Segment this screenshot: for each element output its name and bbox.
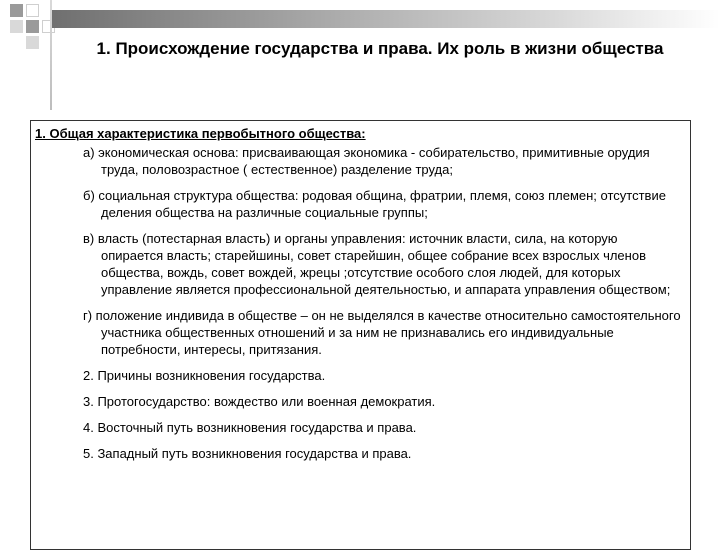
paragraph-item: г) положение индивида в обществе – он не выделялся в качестве относительно самостоятельного участника общественных отношений и за ним не признавались его индивидуальные потребности, интересы, притязания. <box>83 308 681 357</box>
deco-square <box>26 20 39 33</box>
paragraph-item: 4. Восточный путь возникновения государства и права. <box>83 420 417 435</box>
paragraph-item: в) власть (потестарная власть) и органы управления: источник власти, сила, на которую опирается власть; старейшины, совет старейшин, общее собрание всех взрослых членов общества, вождь, совет вождей, жрецы ;отсутствие особого слоя людей, для которых управление является профессиональной деятельностью, и аппарата управления обществом; <box>83 231 671 297</box>
paragraph-list <box>35 144 682 462</box>
deco-square <box>26 36 39 49</box>
title-gradient-bar <box>50 10 720 28</box>
section-heading: 1. Общая характеристика первобытного общества: <box>35 126 366 141</box>
paragraph-item: а) экономическая основа: присваивающая экономика - собирательство, примитивные орудия труда, половозрастное ( естественное) разделение труда; <box>83 145 650 177</box>
content-box <box>30 120 691 550</box>
deco-square <box>10 4 23 17</box>
paragraph-item: 3. Протогосударство: вождество или военная демократия. <box>83 394 436 409</box>
paragraph-item: 2. Причины возникновения государства. <box>83 368 326 383</box>
paragraph-item: б) социальная структура общества: родовая община, фратрии, племя, союз племен; отсутствие деления общества на различные социальные группы; <box>83 188 666 220</box>
paragraph-item: 5. Западный путь возникновения государства и права. <box>83 446 412 461</box>
slide-title: 1. Происхождение государства и права. Их роль в жизни общества <box>96 39 664 58</box>
deco-square <box>26 4 39 17</box>
decorative-vertical-line <box>50 0 52 110</box>
deco-square <box>10 20 23 33</box>
